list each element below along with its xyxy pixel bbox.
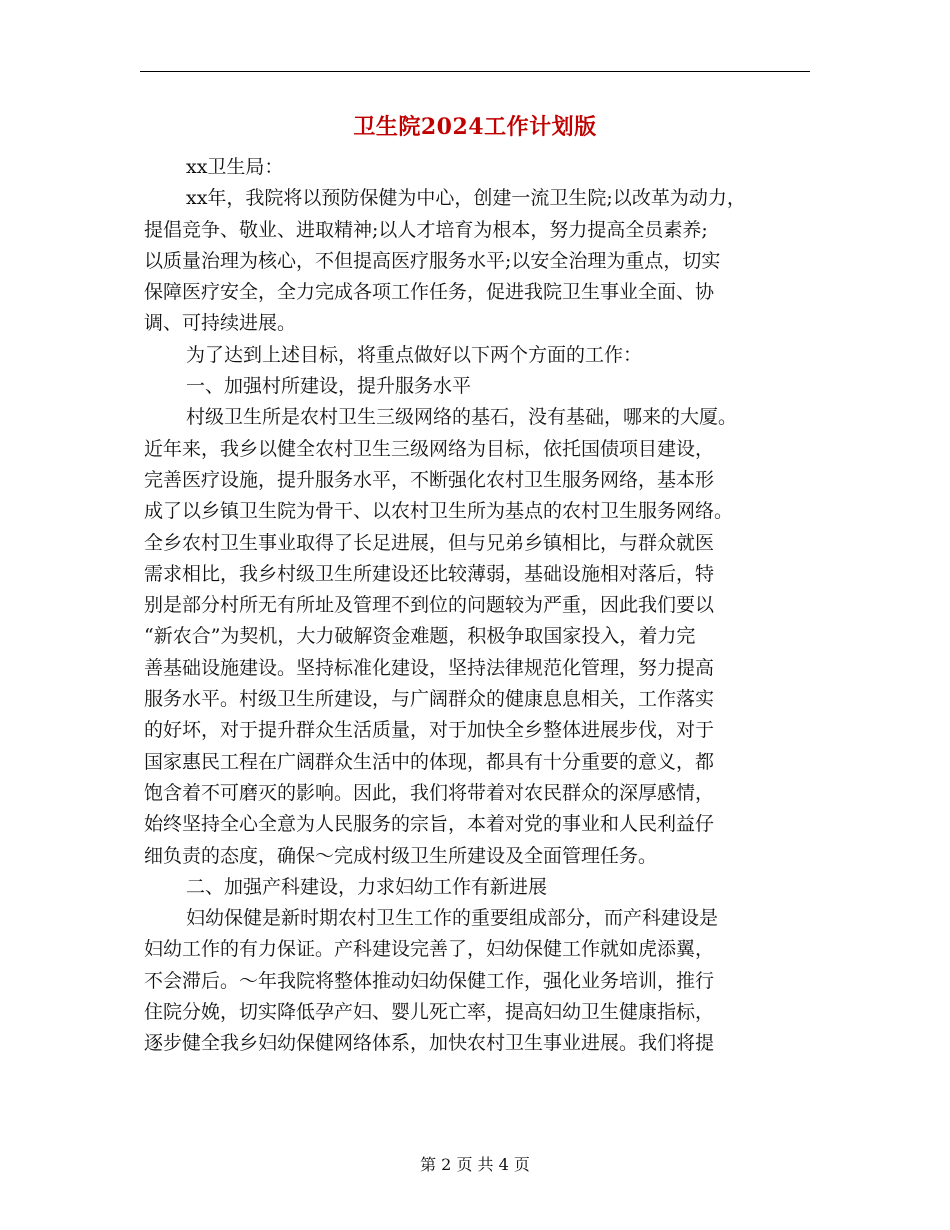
- document-body: [144, 152, 834, 1060]
- paragraph-line: 国家惠民工程在广阔群众生活中的体现，都具有十分重要的意义，都: [144, 750, 715, 773]
- document-title: 卫生院2024工作计划版: [353, 114, 597, 140]
- section-heading: 一、加强村所建设，提升服务水平: [186, 375, 472, 398]
- section-heading: 二、加强产科建设，力求妇幼工作有新进展: [186, 875, 548, 898]
- paragraph-line: “新农合”为契机，大力破解资金难题，积极争取国家投入，着力完: [144, 625, 696, 648]
- paragraph-line: xx年，我院将以预防保健为中心，创建一流卫生院;以改革为动力，: [186, 187, 746, 210]
- paragraph-line: 别是部分村所无有所址及管理不到位的问题较为严重，因此我们要以: [144, 594, 715, 617]
- paragraph-line: 村级卫生所是农村卫生三级网络的基石，没有基础，哪来的大厦。: [186, 406, 738, 429]
- paragraph-line: 妇幼保健是新时期农村卫生工作的重要组成部分，而产科建设是: [186, 907, 719, 930]
- paragraph-line: 需求相比，我乡村级卫生所建设还比较薄弱，基础设施相对落后，特: [144, 562, 715, 585]
- paragraph-line: 成了以乡镇卫生院为骨干、以农村卫生所为基点的农村卫生服务网络。: [144, 500, 734, 523]
- paragraph-line: 全乡农村卫生事业取得了长足进展，但与兄弟乡镇相比，与群众就医: [144, 531, 715, 554]
- paragraph-line: 为了达到上述目标，将重点做好以下两个方面的工作：: [186, 343, 643, 366]
- paragraph-line: 住院分娩，切实降低孕产妇、婴儿死亡率，提高妇幼卫生健康指标，: [144, 1001, 715, 1024]
- paragraph-line: 近年来，我乡以健全农村卫生三级网络为目标，依托国债项目建设，: [144, 437, 715, 460]
- paragraph-line: 的好坏，对于提升群众生活质量，对于加快全乡整体进展步伐，对于: [144, 719, 715, 742]
- paragraph-line: 逐步健全我乡妇幼保健网络体系，加快农村卫生事业进展。我们将提: [144, 1032, 715, 1055]
- paragraph-line: 提倡竞争、敬业、进取精神;以人才培育为根本，努力提高全员素养;: [144, 218, 708, 241]
- paragraph-line: 保障医疗安全，全力完成各项工作任务，促进我院卫生事业全面、协: [144, 281, 715, 304]
- paragraph-line: 善基础设施建设。坚持标准化建设，坚持法律规范化管理，努力提高: [144, 656, 715, 679]
- page-number: 第 2 页 共 4 页: [420, 1155, 530, 1174]
- salutation-line: xx卫生局：: [186, 156, 284, 178]
- paragraph-line: 服务水平。村级卫生所建设，与广阔群众的健康息息相关，工作落实: [144, 688, 715, 711]
- paragraph-line: 调、可持续进展。: [144, 312, 297, 335]
- paragraph-line: 以质量治理为核心，不但提高医疗服务水平;以安全治理为重点，切实: [144, 249, 721, 272]
- paragraph-line: 饱含着不可磨灭的影响。因此，我们将带着对农民群众的深厚感情，: [144, 781, 715, 804]
- paragraph-line: 妇幼工作的有力保证。产科建设完善了，妇幼保健工作就如虎添翼，: [144, 938, 715, 961]
- paragraph-line: 细负责的态度，确保～完成村级卫生所建设及全面管理任务。: [144, 844, 658, 867]
- header-rule: [140, 71, 810, 72]
- paragraph-line: 不会滞后。～年我院将整体推动妇幼保健工作，强化业务培训，推行: [144, 969, 715, 992]
- paragraph-line: 始终坚持全心全意为人民服务的宗旨，本着对党的事业和人民利益仔: [144, 813, 715, 836]
- paragraph-line: 完善医疗设施，提升服务水平，不断强化农村卫生服务网络，基本形: [144, 468, 715, 491]
